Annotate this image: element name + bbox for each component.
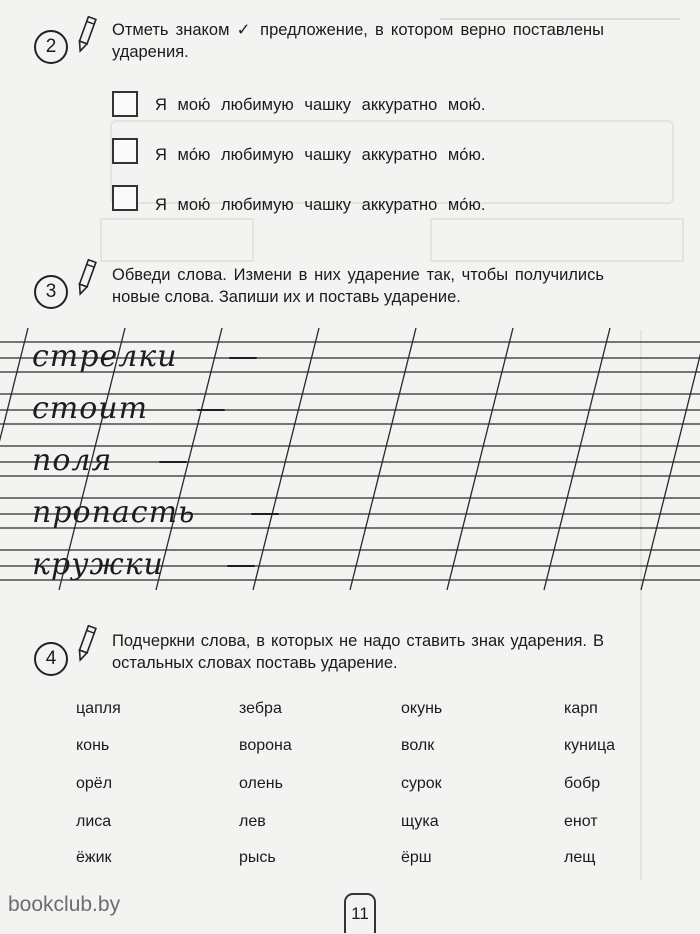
word-item[interactable]: окунь [401,700,443,717]
pencil-icon [75,258,97,298]
word-item[interactable]: цапля [76,700,121,717]
task-2-number: 2 [34,30,68,64]
answer-dash-2: — [196,391,227,426]
option-3-checkbox[interactable] [112,185,138,211]
word-item[interactable]: ворона [239,737,292,754]
page-number: 11 [344,893,376,933]
word-item[interactable]: куница [564,737,616,754]
option-3-text: Я мою́ любимую чашку аккуратно мо́ю. [155,196,486,214]
word-item[interactable]: орёл [76,775,113,792]
task-3-prompt: Обведи слова. Измени в них ударение так, чтобы получились новые слова. Запиши их и поставь ударение. [112,266,604,306]
answer-dash-1: — [228,339,259,374]
word-item[interactable]: лев [239,813,266,830]
task-2-prompt: Отметь знаком ✓ предложение, в котором верно поставлены ударения. [112,21,604,61]
word-item[interactable]: карп [564,700,598,717]
option-1-text: Я мою́ любимую чашку аккуратно мою́. [155,96,486,114]
cursive-word-5: кружки [32,547,164,582]
answer-dash-4: — [250,495,281,530]
option-2-checkbox[interactable] [112,138,138,164]
cursive-word-2: стоит [32,391,149,426]
word-item[interactable]: волк [401,737,435,754]
word-item[interactable]: щука [401,813,439,830]
word-item[interactable]: енот [564,813,598,830]
word-item[interactable]: бобр [564,775,601,792]
answer-dash-5: — [226,547,257,582]
word-item[interactable]: олень [239,775,283,792]
task-4-prompt: Подчеркни слова, в которых не надо ставить знак ударения. В остальных словах поставь ударение. [112,632,604,672]
word-item[interactable]: лиса [76,813,112,830]
answer-dash-3: — [158,443,189,478]
option-2-text: Я мо́ю любимую чашку аккуратно мо́ю. [155,146,486,164]
word-item[interactable]: зебра [239,700,282,717]
pencil-icon [75,15,97,55]
task-4-number: 4 [34,642,68,676]
word-item[interactable]: рысь [239,849,276,866]
cursive-word-4: пропасть [32,495,196,530]
word-item[interactable]: лещ [564,849,596,866]
cursive-word-3: поля [32,443,113,478]
pencil-icon [75,624,97,664]
site-watermark: bookclub.by [8,893,121,916]
word-item[interactable]: ёрш [401,849,432,866]
word-item[interactable]: конь [76,737,110,754]
word-item[interactable]: ёжик [76,849,112,866]
task-3-number: 3 [34,275,68,309]
word-item[interactable]: сурок [401,775,442,792]
option-1-checkbox[interactable] [112,91,138,117]
cursive-word-1: стрелки [32,339,178,374]
